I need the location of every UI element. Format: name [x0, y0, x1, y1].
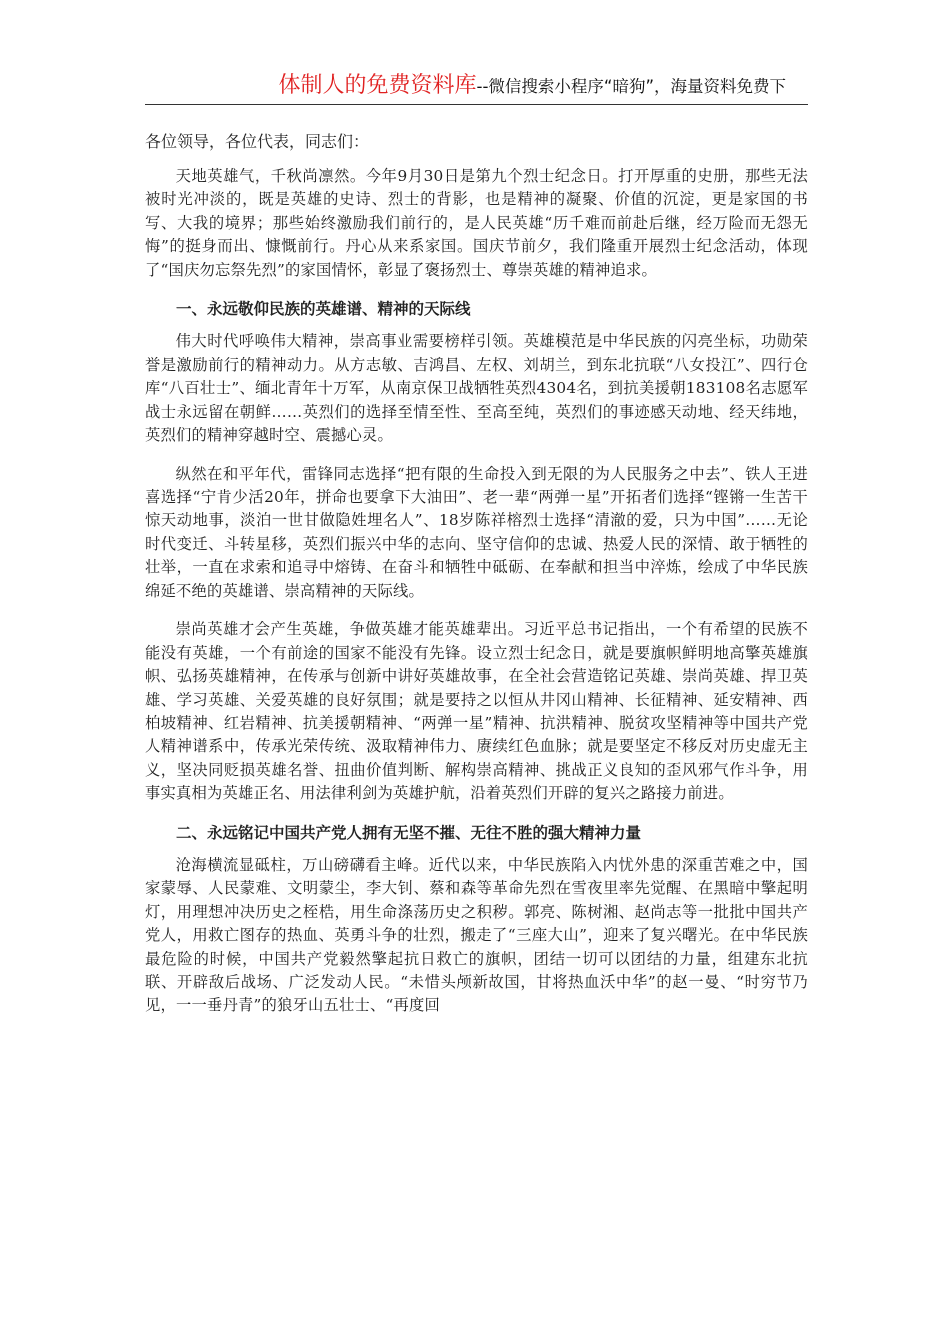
header-tagline: --微信搜索小程序“暗狗”，海量资料免费下 [476, 77, 786, 96]
section-1-paragraph-2: 纵然在和平年代，雷锋同志选择“把有限的生命投入到无限的为人民服务之中去”、铁人王进喜选择“宁肯少活20年，拼命也要拿下大油田”、老一辈“两弹一星”开拓者们选择“铿锵一生苦干惊天动地事，淡泊一世甘做隐姓埋名人”、18岁陈祥榕烈士选择“清澈的爱，只为中国”……无论时代变迁、斗转星移，英烈们振兴中华的志向、坚守信仰的忠诚、热爱人民的深情、敢于牺牲的壮举，一直在求索和追寻中熔铸、在奋斗和牺牲中砥砺、在奉献和担当中淬炼，绘成了中华民族绵延不绝的英雄谱、崇高精神的天际线。 [145, 464, 808, 600]
section-2-paragraph-1: 沧海横流显砥柱，万山磅礴看主峰。近代以来，中华民族陷入内忧外患的深重苦难之中，国家蒙辱、人民蒙难、文明蒙尘，李大钊、蔡和森等革命先烈在雪夜里率先觉醒、在黑暗中擎起明灯，用理想冲决历史之桎梏，用生命涤荡历史之积秽。郭亮、陈树湘、赵尚志等一批批中国共产党人，用救亡图存的热血、英勇斗争的壮烈，搬走了“三座大山”，迎来了复兴曙光。在中华民族最危险的时候，中国共产党毅然擎起抗日救亡的旗帜，团结一切可以团结的力量，组建东北抗联、开辟敌后战场、广泛发动人民。“未惜头颅新故国，甘将热血沃中华”的赵一曼、“时穷节乃见，一一垂丹青”的狼牙山五壮士、“再度回 [145, 855, 808, 1015]
header-brand: 体制人的免费资料库 [278, 73, 477, 98]
salutation: 各位领导，各位代表，同志们： [145, 132, 370, 151]
document-page [145, 72, 808, 1033]
section-1-paragraph-1: 伟大时代呼唤伟大精神，崇高事业需要榜样引领。英雄模范是中华民族的闪亮坐标，功勋荣誉是激励前行的精神动力。从方志敏、吉鸿昌、左权、刘胡兰，到东北抗联“八女投江”、四行仓库“八百壮士”、缅北青年十万军，从南京保卫战牺牲英烈4304名，到抗美援朝183108名志愿军战士永远留在朝鲜……英烈们的选择至情至性、至高至纯，英烈们的事迹感天动地、经天纬地，英烈们的精神穿越时空、震撼心灵。 [145, 332, 808, 444]
page-header [145, 72, 808, 105]
section-1-heading: 一、永远敬仰民族的英雄谱、精神的天际线 [176, 300, 471, 319]
intro-paragraph: 天地英雄气，千秋尚凛然。今年9月30日是第九个烈士纪念日。打开厚重的史册，那些无法被时光冲淡的，既是英雄的史诗、烈士的背影，也是精神的凝聚、价值的沉淀，更是家国的书写、大我的境界；那些始终激励我们前行的，是人民英雄“历千难而前赴后继，经万险而无怨无悔”的挺身而出、慷慨前行。丹心从来系家国。国庆节前夕，我们隆重开展烈士纪念活动，体现了“国庆勿忘祭先烈”的家国情怀，彰显了褒扬烈士、尊崇英雄的精神追求。 [145, 167, 808, 279]
section-1-paragraph-3: 崇尚英雄才会产生英雄，争做英雄才能英雄辈出。习近平总书记指出，一个有希望的民族不能没有英雄，一个有前途的国家不能没有先锋。设立烈士纪念日，就是要旗帜鲜明地高擎英雄旗帜、弘扬英雄精神，在传承与创新中讲好英雄故事，在全社会营造铭记英雄、崇尚英雄、捍卫英雄、学习英雄、关爱英雄的良好氛围；就是要持之以恒从井冈山精神、长征精神、延安精神、西柏坡精神、红岩精神、抗美援朝精神、“两弹一星”精神、抗洪精神、脱贫攻坚精神等中国共产党人精神谱系中，传承光荣传统、汲取精神伟力、赓续红色血脉；就是要坚定不移反对历史虚无主义，坚决同贬损英雄名誉、扭曲价值判断、解构崇高精神、挑战正义良知的歪风邪气作斗争，用事实真相为英雄正名、用法律利剑为英雄护航，沿着英烈们开辟的复兴之路接力前进。 [145, 620, 808, 803]
section-2-heading: 二、永远铭记中国共产党人拥有无坚不摧、无往不胜的强大精神力量 [176, 823, 642, 842]
